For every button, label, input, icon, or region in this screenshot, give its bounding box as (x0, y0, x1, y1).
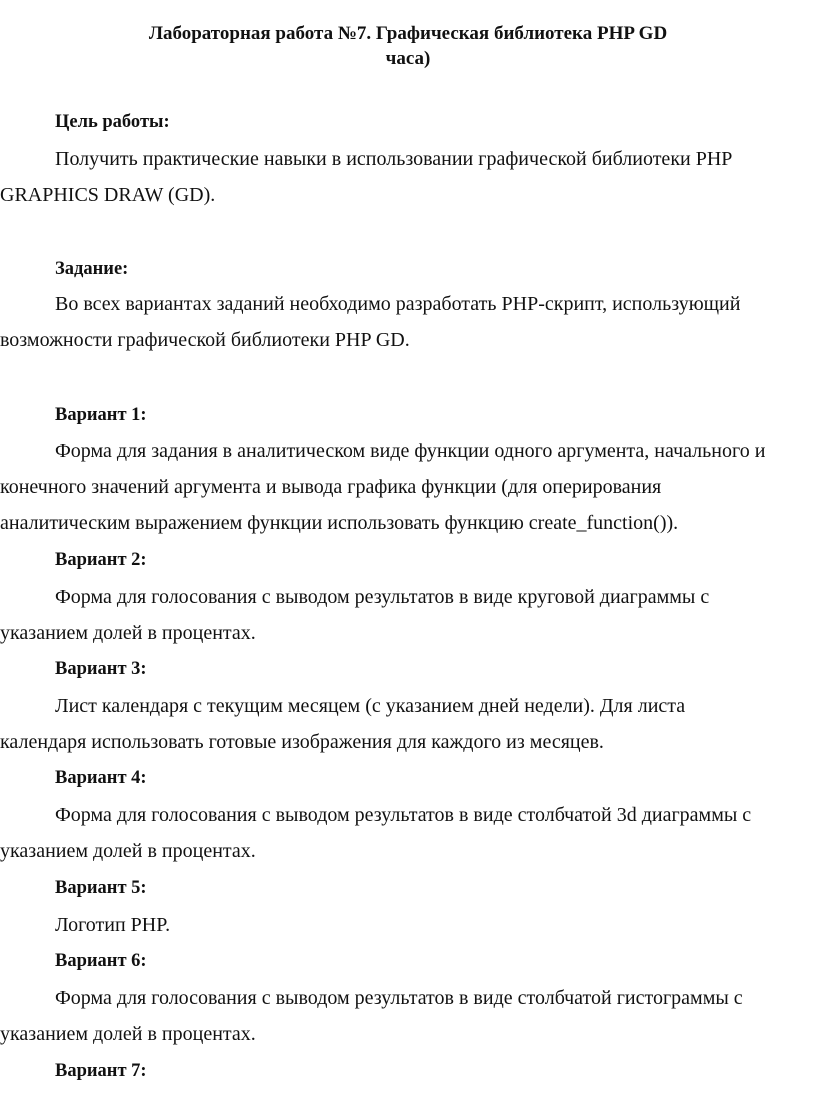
variant-2-heading: Вариант 2: (55, 550, 147, 570)
variant-3-text-line: Лист календаря с текущим месяцем (с указанием дней недели). Для листа (55, 695, 686, 717)
goal-heading: Цель работы: (55, 112, 170, 132)
goal-text-line: GRAPHICS DRAW (GD). (0, 184, 216, 206)
document-title-continuation: часа) (385, 48, 431, 69)
variant-1-text-line: аналитическим выражением функции использовать функцию create_function()). (0, 512, 679, 534)
task-text-line: Во всех вариантах заданий необходимо разработать PHP-скрипт, использующий (55, 293, 741, 315)
variant-7-heading: Вариант 7: (55, 1061, 147, 1081)
goal-text-line: Получить практические навыки в использовании графической библиотеки PHP (55, 148, 733, 170)
variant-6-text-line: Форма для голосования с выводом результатов в виде столбчатой гистограммы с (55, 987, 743, 1009)
variant-4-text-line: Форма для голосования с выводом результатов в виде столбчатой 3d диаграммы с (55, 804, 752, 826)
variant-6-heading: Вариант 6: (55, 951, 147, 971)
variant-5-text-line: Логотип PHP. (55, 914, 171, 936)
variant-1-text-line: Форма для задания в аналитическом виде функции одного аргумента, начального и (55, 440, 766, 462)
variant-3-heading: Вариант 3: (55, 659, 147, 679)
document-title: Лабораторная работа №7. Графическая библиотека PHP GD (148, 23, 668, 44)
variant-2-text-line: Форма для голосования с выводом результатов в виде круговой диаграммы с (55, 586, 710, 608)
variant-5-heading: Вариант 5: (55, 878, 147, 898)
variant-1-text-line: конечного значений аргумента и вывода графика функции (для оперирования (0, 476, 662, 498)
variant-4-text-line: указанием долей в процентах. (0, 840, 256, 862)
task-heading: Задание: (55, 259, 129, 279)
variant-3-text-line: календаря использовать готовые изображения для каждого из месяцев. (0, 731, 604, 753)
variant-6-text-line: указанием долей в процентах. (0, 1023, 256, 1045)
variant-4-heading: Вариант 4: (55, 768, 147, 788)
variant-1-heading: Вариант 1: (55, 405, 147, 425)
task-text-line: возможности графической библиотеки PHP GD. (0, 329, 410, 351)
variant-2-text-line: указанием долей в процентах. (0, 622, 256, 644)
